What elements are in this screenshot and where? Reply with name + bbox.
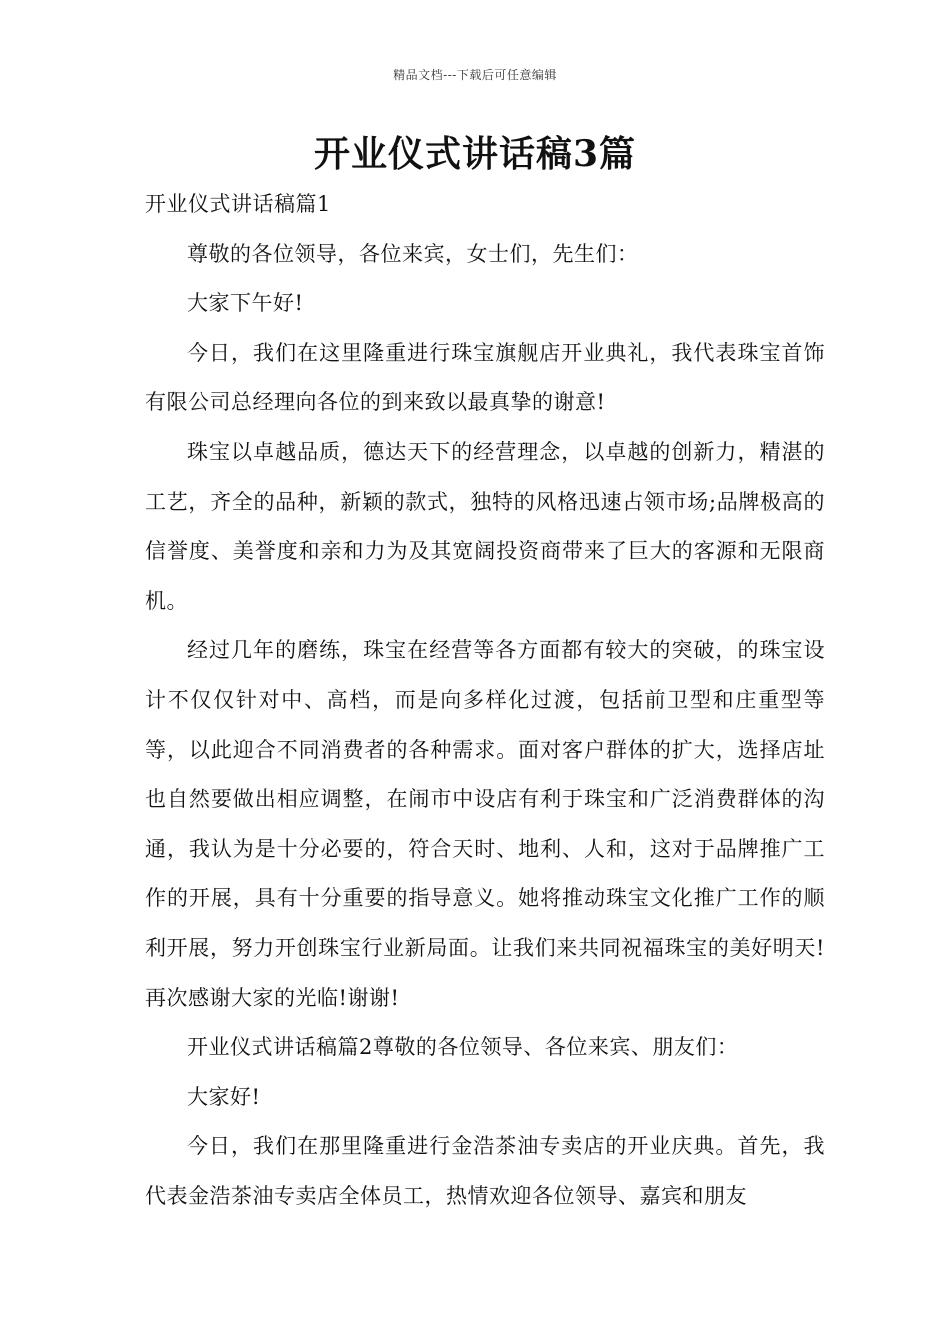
paragraph-greeting: 大家下午好! — [187, 291, 304, 316]
paragraph-section2-opening: 今日，我们在那里隆重进行金浩茶油专卖店的开业庆典。首先，我代表金浩茶油专卖店全体员工，热情欢迎各位领导、嘉宾和朋友 — [145, 1134, 825, 1208]
section-heading: 开业仪式讲话稿篇1 — [145, 192, 331, 216]
document-title: 开业仪式讲话稿3篇 — [313, 133, 637, 175]
paragraph-opening: 今日，我们在这里隆重进行珠宝旗舰店开业典礼，我代表珠宝首饰有限公司总经理向各位的到来致以最真挚的谢意! — [145, 340, 825, 415]
document-body — [145, 180, 825, 1221]
paragraph-salutation: 尊敬的各位领导，各位来宾，女士们，先生们： — [187, 241, 639, 266]
paragraph-development: 经过几年的磨练，珠宝在经营等各方面都有较大的突破，的珠宝设计不仅仅针对中、高档，而是向多样化过渡，包括前卫型和庄重型等等，以此迎合不同消费者的各种需求。面对客户群体的扩大，选择店址也自然要做出相应调整，在闹市中设店有利于珠宝和广泛消费群体的沟通，我认为是十分必要的，符合天时、地利、人和，这对于品牌推广工作的开展，具有十分重要的指导意义。她将推动珠宝文化推广工作的顺利开展，努力开创珠宝行业新局面。让我们来共同祝福珠宝的美好明天!再次感谢大家的光临!谢谢! — [145, 638, 825, 1010]
paragraph-section2-heading: 开业仪式讲话稿篇2尊敬的各位领导、各位来宾、朋友们： — [187, 1035, 739, 1060]
paragraph-section2-greeting: 大家好! — [187, 1084, 261, 1109]
page-header: 精品文档---下载后可任意编辑 — [393, 68, 557, 82]
paragraph-brand: 珠宝以卓越品质，德达天下的经营理念，以卓越的创新力，精湛的工艺，齐全的品种，新颖的款式，独特的风格迅速占领市场;品牌极高的信誉度、美誉度和亲和力为及其宽阔投资商带来了巨大的客源和无限商机。 — [145, 439, 825, 613]
